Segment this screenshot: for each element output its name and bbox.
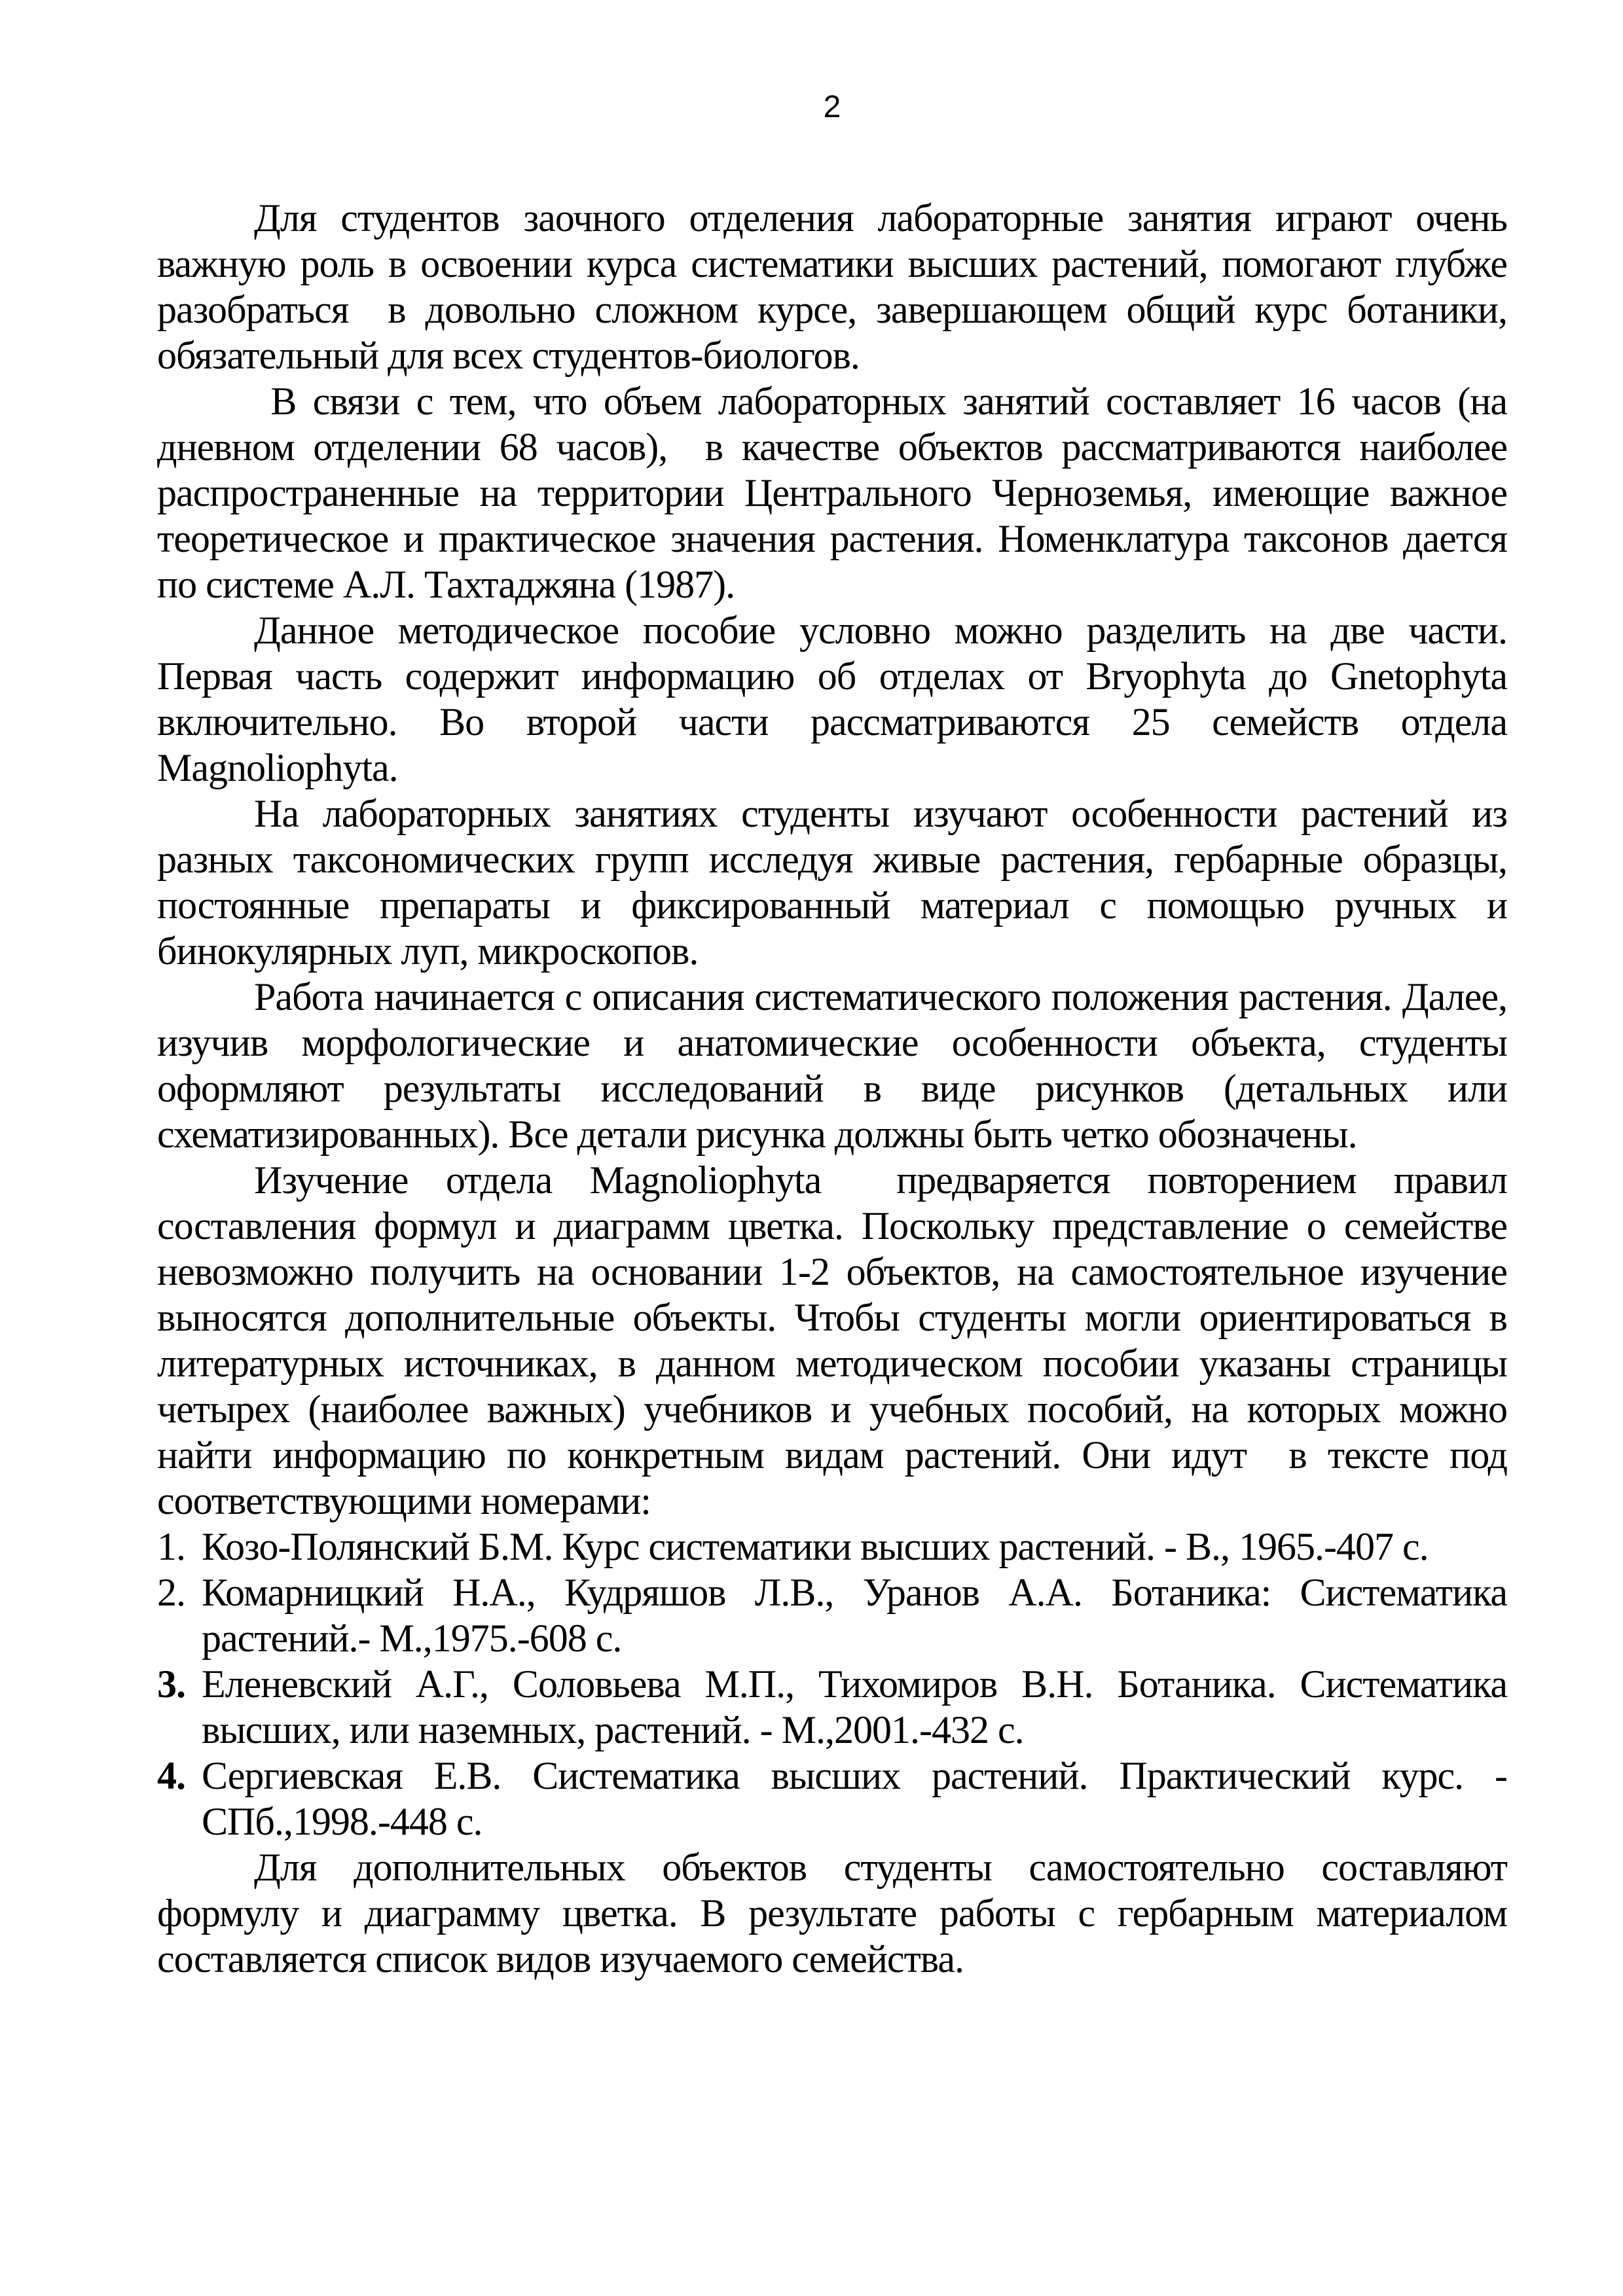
- reference-text: Еленевский А.Г., Соловьева М.П., Тихомиров В.Н. Ботаника. Систематика высших, или наземных, растений. - М.,2001.-432 с.: [202, 1662, 1507, 1751]
- reference-number: 3.: [157, 1662, 185, 1706]
- paragraph-magnoliophyta-study: Изучение отдела Magnoliophyta предваряется повторением правил составления формул и диаграмм цветка. Поскольку представление о семействе невозможно получить на основании 1-2 объектов, на самостоятельное изучение выносятся дополнительные объекты. Чтобы студенты могли ориентироваться в литературных источниках, в данном методическом пособии указаны страницы четырех (наиболее важных) учебников и учебных пособий, на которых можно найти информацию по конкретным видам растений. Они идут в тексте под соответствующими номерами:: [157, 1158, 1507, 1522]
- reference-item: [157, 1753, 1507, 1844]
- reference-number: 2.: [157, 1571, 185, 1614]
- page-number: 2: [823, 90, 841, 124]
- reference-text: Сергиевская Е.В. Систематика высших растений. Практический курс. - СПб.,1998.-448 с.: [202, 1754, 1507, 1843]
- reference-number: 1.: [157, 1525, 185, 1568]
- paragraph-two-parts: Данное методическое пособие условно можно разделить на две части. Первая часть содержит информацию об отделах от Bryophyta до Gnetophyta включительно. Во второй части рассматриваются 25 семейств отдела Magnoliophyta.: [157, 609, 1507, 789]
- reference-number: 4.: [157, 1754, 185, 1797]
- reference-text: Комарницкий Н.А., Кудряшов Л.В., Уранов А.А. Ботаника: Систематика растений.- М.,1975.-608 с.: [202, 1571, 1507, 1660]
- references-list: [157, 1524, 1507, 1844]
- reference-item: [157, 1661, 1507, 1753]
- reference-item: [157, 1570, 1507, 1661]
- reference-text: Козо-Полянский Б.М. Курс систематики высших растений. - В., 1965.-407 с.: [202, 1525, 1429, 1568]
- paragraph-course-volume: В связи с тем, что объем лабораторных занятий составляет 16 часов (на дневном отделении 68 часов), в качестве объектов рассматриваются наиболее распространенные на территории Центрального Черноземья, имеющие важное теоретическое и практическое значения растения. Номенклатура таксонов дается по системе А.Л. Тахтаджяна (1987).: [157, 380, 1507, 606]
- paragraph-work-order: Работа начинается с описания систематического положения растения. Далее, изучив морфологические и анатомические особенности объекта, студенты оформляют результаты исследований в виде рисунков (детальных или схематизированных). Все детали рисунка должны быть четко обозначены.: [157, 975, 1507, 1156]
- reference-item: [157, 1524, 1507, 1570]
- document-body: [157, 195, 1507, 1982]
- paragraph-intro: Для студентов заочного отделения лабораторные занятия играют очень важную роль в освоении курса систематики высших растений, помогают глубже разобраться в довольно сложном курсе, завершающем общий курс ботаники, обязательный для всех студентов-биологов.: [157, 196, 1507, 377]
- paragraph-lab-methods: На лабораторных занятиях студенты изучают особенности растений из разных таксономических групп исследуя живые растения, гербарные образцы, постоянные препараты и фиксированный материал с помощью ручных и бинокулярных луп, микроскопов.: [157, 792, 1507, 973]
- paragraph-closing: Для дополнительных объектов студенты самостоятельно составляют формулу и диаграмму цветка. В результате работы с гербарным материалом составляется список видов изучаемого семейства.: [157, 1846, 1507, 1981]
